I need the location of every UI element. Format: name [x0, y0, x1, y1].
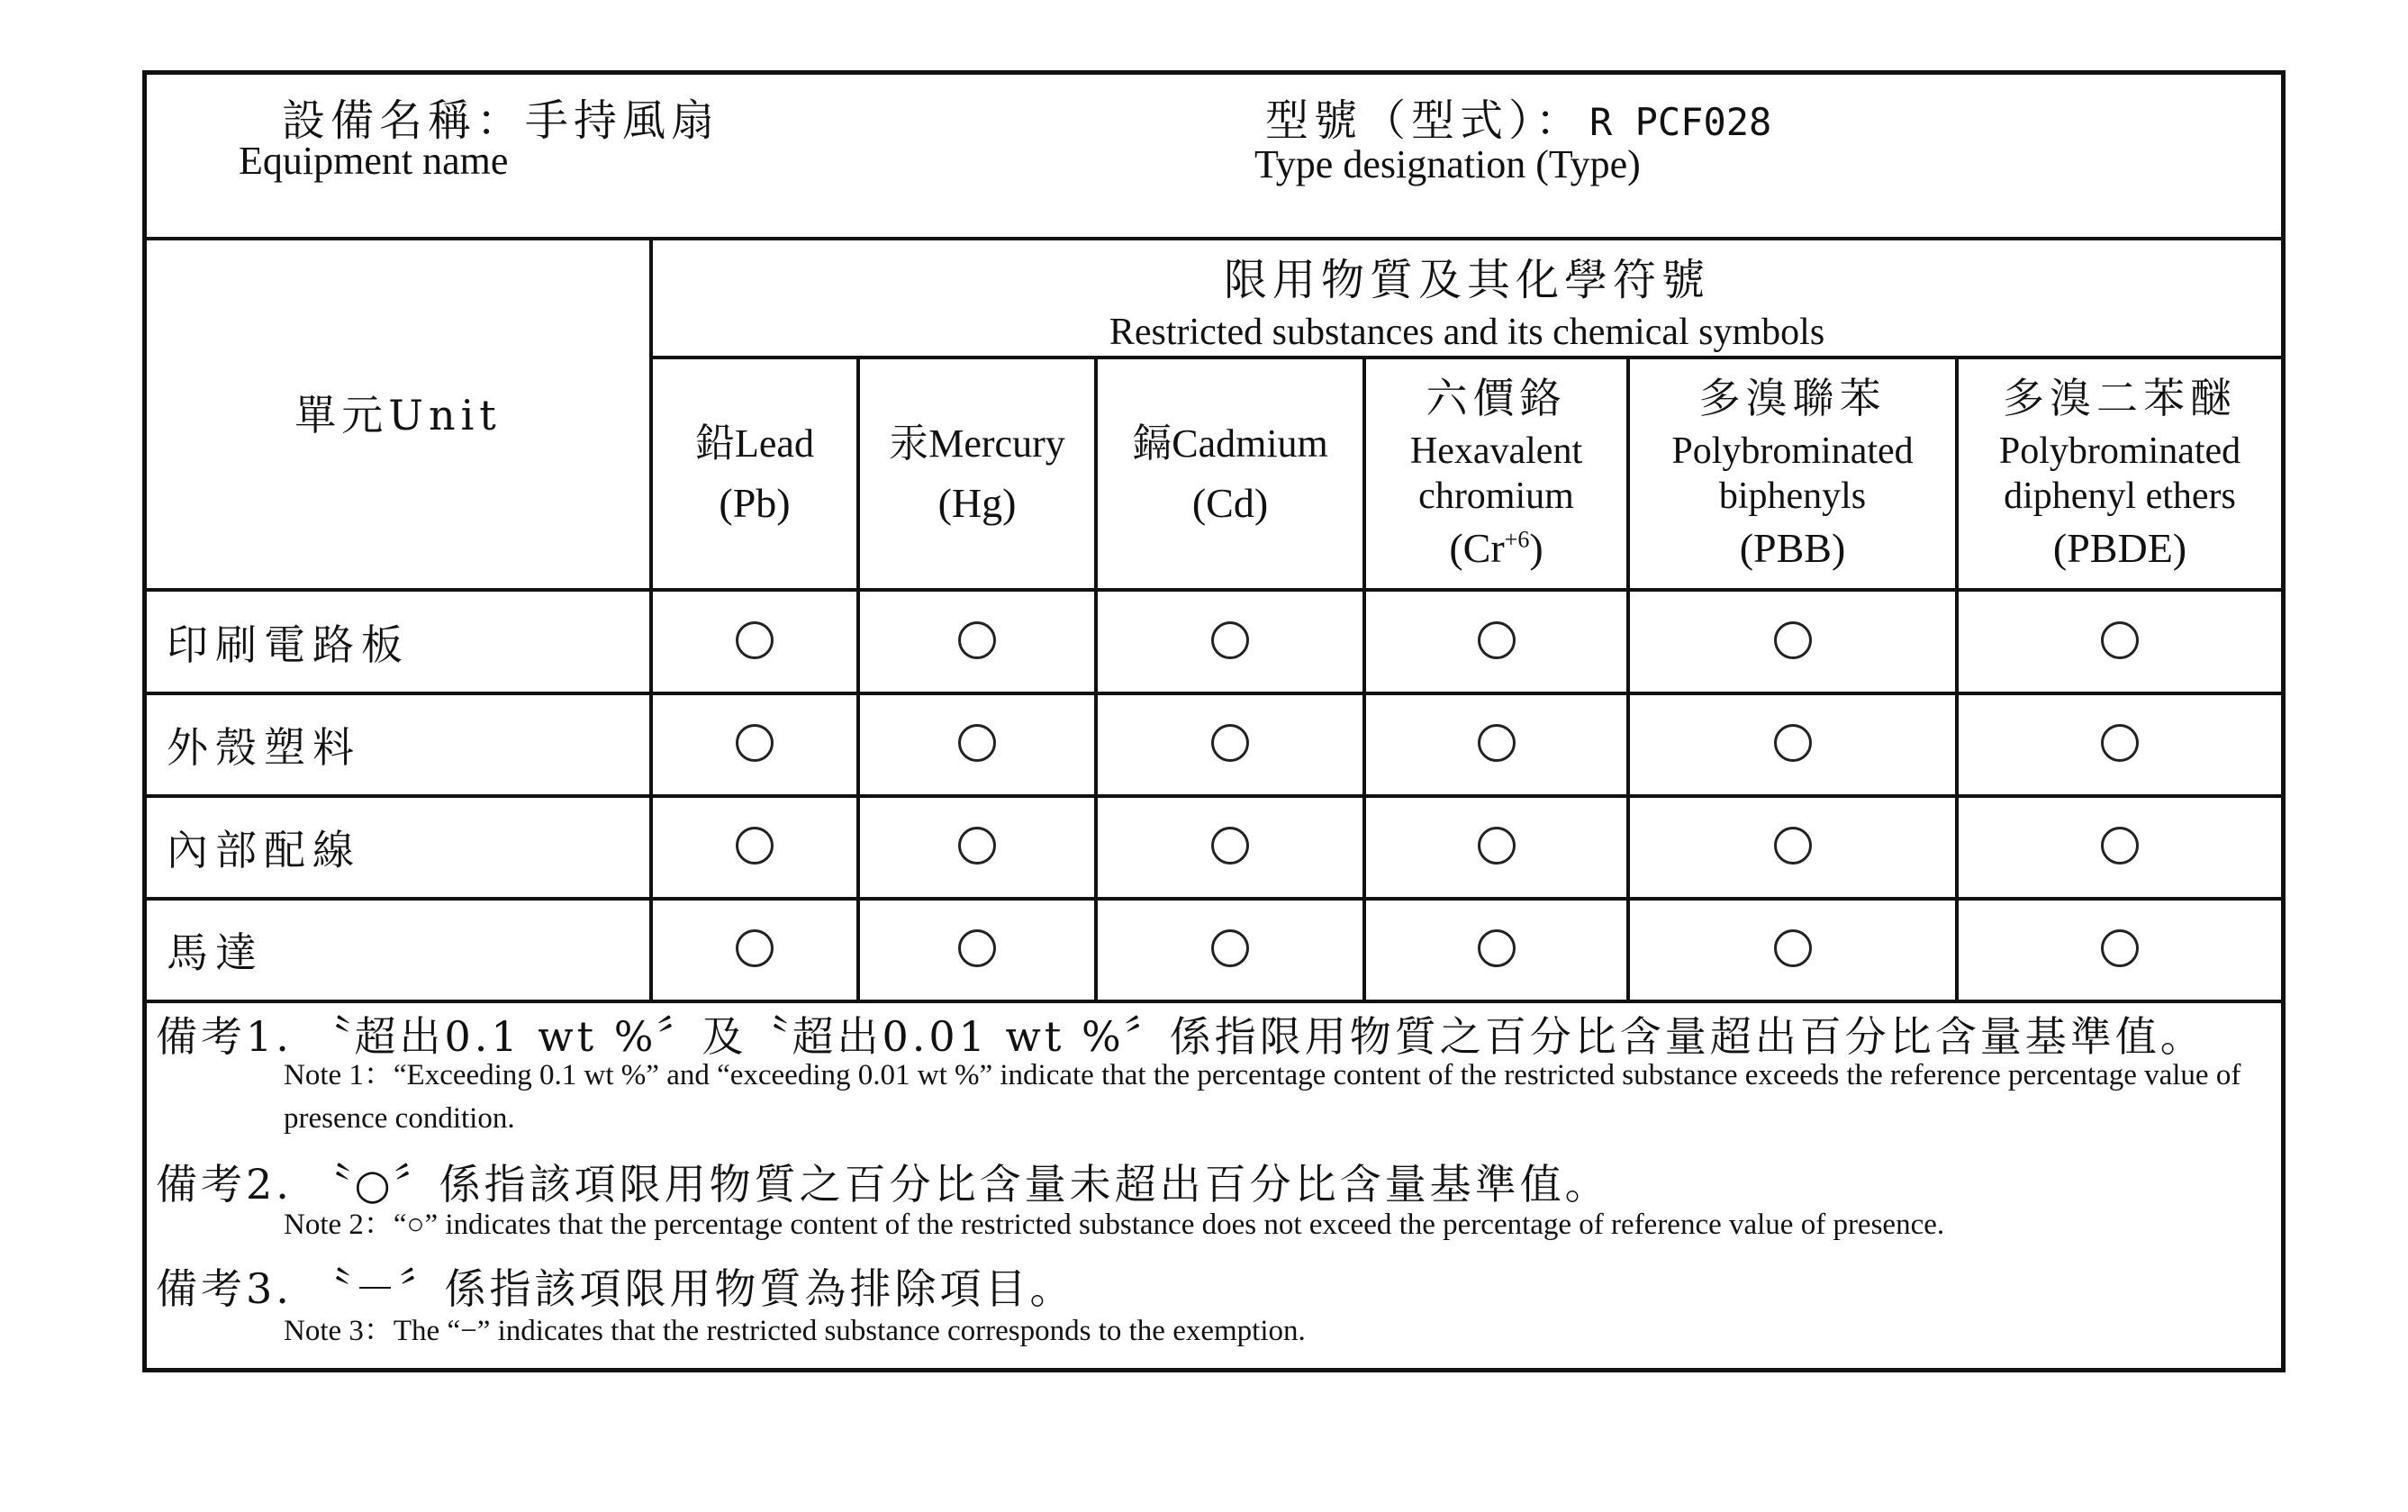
cell-status — [1628, 693, 1957, 796]
circle-mark-icon — [736, 827, 774, 865]
chromium-symbol-base: (Cr — [1449, 525, 1505, 572]
circle-mark-icon — [1478, 621, 1516, 659]
col-pbde-symbol: (PBDE) — [2052, 525, 2187, 572]
col-lead-name: 鉛Lead — [695, 421, 814, 466]
chromium-symbol-end: ) — [1529, 525, 1543, 572]
circle-mark-icon — [1478, 929, 1516, 967]
type-designation-en: Type designation (Type) — [1254, 142, 1641, 186]
circle-mark-icon — [958, 929, 996, 967]
cell-status — [1096, 796, 1364, 899]
circle-mark-icon — [1478, 827, 1516, 865]
circle-mark-icon — [1774, 621, 1812, 659]
cell-status — [1957, 590, 2281, 693]
cell-status — [1096, 899, 1364, 1001]
rohs-declaration-table — [142, 70, 2286, 1372]
col-pbb — [1628, 358, 1957, 590]
row-label: 外殼塑料 — [147, 693, 651, 796]
col-pbde — [1957, 358, 2281, 590]
col-hexavalent-chromium — [1364, 358, 1628, 590]
circle-mark-icon — [2101, 929, 2139, 967]
col-chromium-symbol — [1366, 522, 1626, 575]
cell-status — [858, 899, 1096, 1001]
table-row — [147, 899, 2281, 1001]
col-pbde-en: Polybrominated diphenyl ethers — [1998, 430, 2241, 517]
substance-table — [147, 237, 2281, 1003]
equipment-name-en: Equipment name — [239, 139, 509, 183]
cell-status — [1957, 796, 2281, 899]
note2-zh: 備考2. 〝○〞係指該項限用物質之百分比含量未超出百分比含量基準值。 — [156, 1160, 1610, 1209]
cell-status — [1364, 899, 1628, 1001]
chromium-symbol-superscript: +6 — [1504, 527, 1530, 554]
col-cadmium-symbol: (Cd) — [1191, 479, 1269, 526]
circle-mark-icon — [2101, 621, 2139, 659]
col-pbb-symbol: (PBB) — [1739, 525, 1846, 572]
restricted-substances-header — [651, 237, 2281, 358]
cell-status — [651, 796, 858, 899]
cell-status — [1628, 590, 1957, 693]
col-mercury-symbol: (Hg) — [937, 479, 1017, 526]
circle-mark-icon — [1211, 724, 1249, 762]
model-number: R PCF028 — [1589, 100, 1772, 144]
note2-en: Note 2：“○” indicates that the percentage content of the restricted substance does not exceed the percentage of reference value of presence. — [284, 1209, 1945, 1241]
circle-mark-icon — [1774, 929, 1812, 967]
circle-mark-icon — [958, 724, 996, 762]
cell-status — [651, 693, 858, 796]
cell-status — [1364, 796, 1628, 899]
circle-mark-icon — [736, 621, 774, 659]
cell-status — [1957, 693, 2281, 796]
equipment-header — [147, 75, 2281, 240]
cell-status — [1364, 590, 1628, 693]
restricted-header-en: Restricted substances and its chemical symbols — [1109, 311, 1825, 353]
cell-status — [1628, 899, 1957, 1001]
cell-status — [1364, 693, 1628, 796]
cell-status — [1628, 796, 1957, 899]
table-row — [147, 590, 2281, 693]
restricted-header-zh: 限用物質及其化學符號 — [1224, 254, 1711, 305]
circle-mark-icon — [1211, 827, 1249, 865]
col-mercury-name: 汞Mercury — [889, 421, 1065, 466]
col-lead-symbol: (Pb) — [719, 479, 791, 526]
circle-mark-icon — [1478, 724, 1516, 762]
note3-zh: 備考3. 〝－〞係指該項限用物質為排除項目。 — [156, 1264, 1075, 1313]
col-lead — [651, 358, 858, 590]
row-label: 馬達 — [147, 899, 651, 1001]
type-designation-zh — [1265, 86, 1771, 148]
note1-zh: 備考1. 〝超出0.1 wt %〞及〝超出0.01 wt %〞係指限用物質之百分比含量超出百分比含量基準值。 — [156, 1012, 2205, 1061]
col-pbde-zh: 多溴二苯醚 — [2003, 376, 2238, 422]
table-row — [147, 693, 2281, 796]
circle-mark-icon — [1774, 827, 1812, 865]
circle-mark-icon — [958, 827, 996, 865]
cell-status — [1957, 899, 2281, 1001]
cell-status — [651, 899, 858, 1001]
type-designation-label: 型號（型式）： — [1265, 95, 1585, 146]
cell-status — [651, 590, 858, 693]
col-chromium-zh: 六價鉻 — [1426, 376, 1567, 422]
cell-status — [858, 693, 1096, 796]
cell-status — [1096, 693, 1364, 796]
table-row — [147, 796, 2281, 899]
col-mercury — [858, 358, 1096, 590]
circle-mark-icon — [736, 929, 774, 967]
unit-header: 單元Unit — [147, 237, 651, 590]
col-pbb-en: Polybrominated biphenyls — [1671, 430, 1914, 517]
circle-mark-icon — [1774, 724, 1812, 762]
circle-mark-icon — [1211, 621, 1249, 659]
circle-mark-icon — [2101, 827, 2139, 865]
col-cadmium-name: 鎘Cadmium — [1132, 421, 1328, 466]
col-chromium-en: Hexavalent chromium — [1409, 430, 1583, 517]
col-cadmium — [1096, 358, 1364, 590]
circle-mark-icon — [2101, 724, 2139, 762]
circle-mark-icon — [958, 621, 996, 659]
col-pbb-zh: 多溴聯苯 — [1698, 376, 1887, 422]
cell-status — [858, 590, 1096, 693]
circle-mark-icon — [1211, 929, 1249, 967]
cell-status — [1096, 590, 1364, 693]
row-label: 印刷電路板 — [147, 590, 651, 693]
note1-en: Note 1：“Exceeding 0.1 wt %” and “exceeding 0.01 wt %” indicate that the percentage content of the restricted substance exceeds the reference percentage value of presence condition. — [284, 1059, 2241, 1135]
circle-mark-icon — [736, 724, 774, 762]
note3-en: Note 3：The “−” indicates that the restricted substance corresponds to the exemption. — [284, 1315, 1306, 1347]
equipment-name-zh: 設備名稱：手持風扇 — [282, 95, 720, 146]
cell-status — [858, 796, 1096, 899]
row-label: 內部配線 — [147, 796, 651, 899]
